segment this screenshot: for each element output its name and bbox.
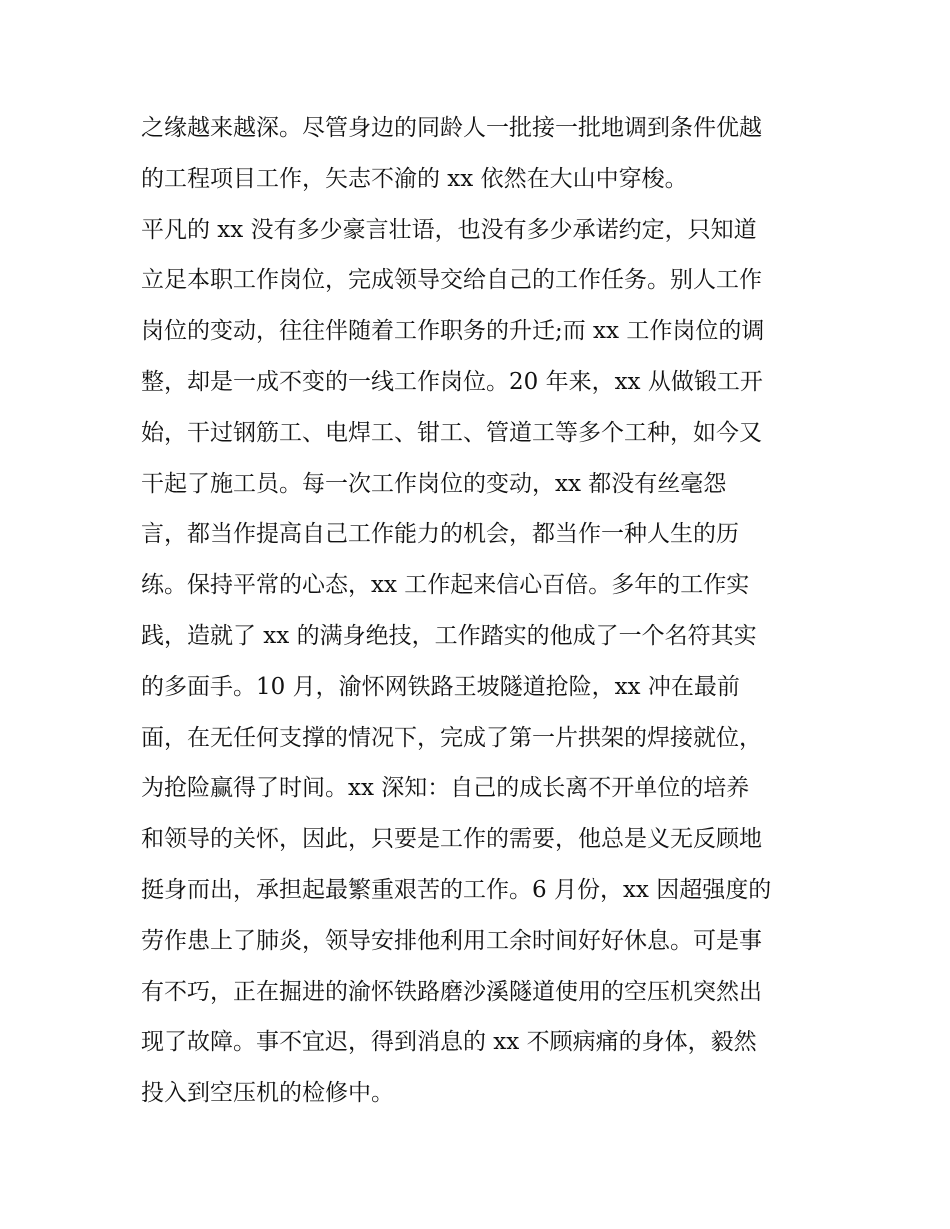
text-line-10: 练。保持平常的心态，xx 工作起来信心百倍。多年的工作实 — [141, 572, 750, 599]
text-line-16: 挺身而出，承担起最繁重艰苦的工作。6 月份，xx 因超强度的 — [141, 876, 772, 903]
text-line-5: 岗位的变动，往往伴随着工作职务的升迁;而 xx 工作岗位的调 — [141, 318, 765, 345]
text-line-2: 的工程项目工作，矢志不渝的 xx 依然在大山中穿梭。 — [141, 165, 688, 192]
text-line-14: 为抢险赢得了时间。xx 深知：自己的成长离不开单位的培养 — [141, 775, 750, 802]
text-line-8: 干起了施工员。每一次工作岗位的变动，xx 都没有丝毫怨 — [141, 470, 727, 497]
text-line-15: 和领导的关怀，因此，只要是工作的需要，他总是义无反顾地 — [141, 826, 762, 853]
text-line-11: 践，造就了 xx 的满身绝技，工作踏实的他成了一个名符其实 — [141, 622, 757, 649]
text-line-13: 面，在无任何支撑的情况下，完成了第一片拱架的焊接就位， — [141, 724, 762, 751]
text-line-9: 言，都当作提高自己工作能力的机会，都当作一种人生的历 — [141, 521, 739, 548]
text-line-12: 的多面手。10 月，渝怀网铁路王坡隧道抢险，xx 冲在最前 — [141, 673, 740, 700]
body-text — [141, 103, 821, 1119]
text-line-3: 平凡的 xx 没有多少豪言壮语，也没有多少承诺约定，只知道 — [141, 216, 757, 243]
text-line-6: 整，却是一成不变的一线工作岗位。20 年来，xx 从做锻工开 — [141, 368, 763, 395]
text-line-7: 始，干过钢筋工、电焊工、钳工、管道工等多个工种，如今又 — [141, 419, 762, 446]
text-line-17: 劳作患上了肺炎，领导安排他利用工余时间好好休息。可是事 — [141, 927, 762, 954]
text-line-1: 之缘越来越深。尽管身边的同龄人一批接一批地调到条件优越 — [141, 115, 762, 141]
text-line-19: 现了故障。事不宜迟，得到消息的 xx 不顾病痛的身体，毅然 — [141, 1029, 757, 1056]
text-line-4: 立足本职工作岗位，完成领导交给自己的工作任务。别人工作 — [141, 267, 762, 294]
text-line-20: 投入到空压机的检修中。 — [141, 1080, 394, 1107]
text-line-18: 有不巧，正在掘进的渝怀铁路磨沙溪隧道使用的空压机突然出 — [141, 978, 762, 1005]
